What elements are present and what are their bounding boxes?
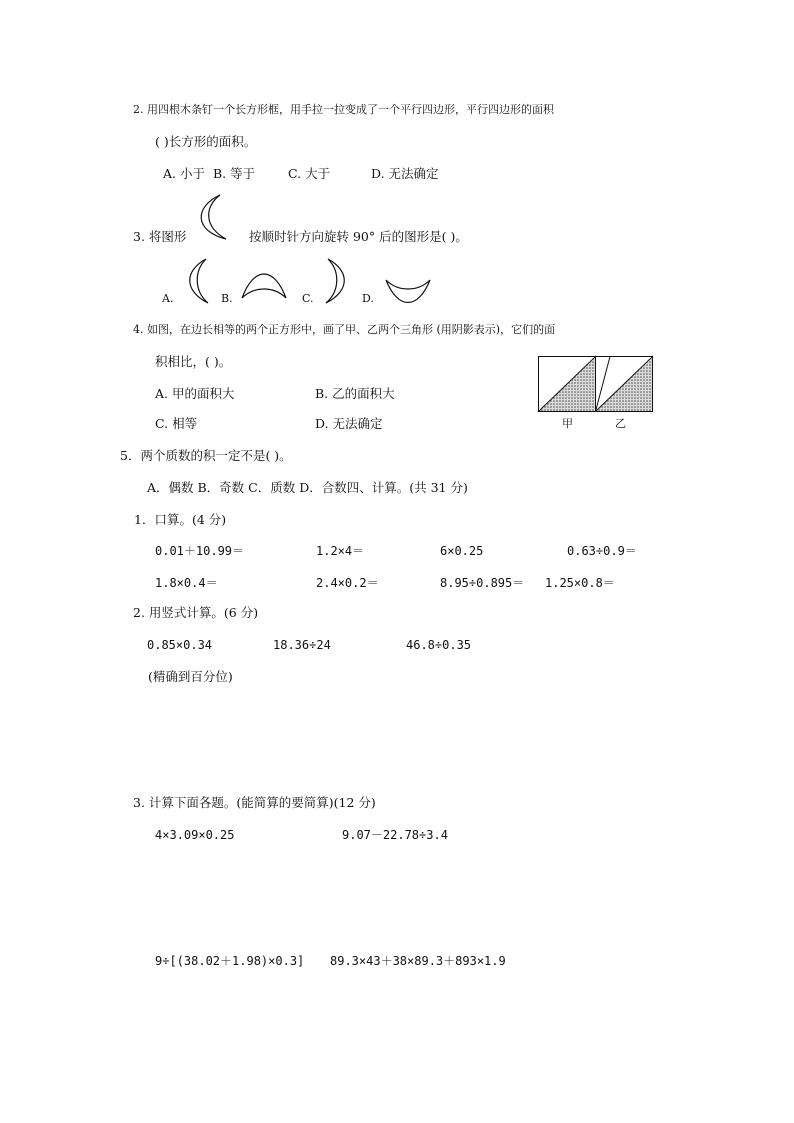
crescent-option-d-figure — [384, 276, 432, 306]
q3-text-prefix: 3. 将图形 — [133, 229, 187, 244]
calc-p2-item-2: 18.36÷24 — [273, 638, 331, 652]
squares-triangles-figure — [538, 355, 658, 415]
q4-option-a: A. 甲的面积大 — [155, 386, 235, 401]
crescent-option-c-figure — [320, 258, 350, 304]
calc-p1-title: 1．口算。(4 分) — [134, 512, 227, 527]
calc-p3-r1-c1: 4×3.09×0.25 — [155, 828, 235, 842]
calc-p2-item-3: 46.8÷0.35 — [406, 638, 472, 652]
calc-p1-r1-c3: 6×0.25 — [440, 544, 484, 558]
crescent-option-a-figure — [186, 258, 216, 304]
calc-p3-title: 3. 计算下面各题。(能简算的要简算)(12 分) — [133, 795, 376, 810]
calc-p2-title: 2. 用竖式计算。(6 分) — [133, 605, 259, 620]
q4-option-c: C. 相等 — [155, 416, 198, 431]
calc-p1-r1-c2: 1.2×4＝ — [316, 544, 365, 558]
q2-option-d: D. 无法确定 — [371, 166, 439, 181]
calc-p1-r2-c4: 1.25×0.8＝ — [545, 576, 615, 590]
calc-p1-r2-c3: 8.95÷0.895＝ — [440, 576, 525, 590]
q4-option-b: B. 乙的面积大 — [315, 386, 395, 401]
calc-p3-r1-c2: 9.07－22.78÷3.4 — [342, 828, 448, 842]
q3-option-d-label: D. — [362, 292, 374, 305]
figure-label-yi: 乙 — [615, 417, 626, 430]
calc-p3-r2-c2: 89.3×43＋38×89.3＋893×1.9 — [330, 954, 506, 968]
q3-option-c-label: C. — [302, 292, 314, 305]
q3-option-b-label: B. — [221, 292, 233, 305]
q3-option-a-label: A. — [162, 292, 174, 305]
calc-p2-item-1: 0.85×0.34 — [147, 638, 213, 652]
q5-options-line: A．偶数 B．奇数 C．质数 D．合数四、计算。(共 31 分) — [147, 480, 468, 495]
crescent-original-figure — [196, 193, 230, 241]
q2-option-a: A. 小于 — [163, 166, 205, 181]
calc-p1-r2-c2: 2.4×0.2＝ — [316, 576, 379, 590]
calc-p1-r2-c1: 1.8×0.4＝ — [155, 576, 218, 590]
q4-option-d: D. 无法确定 — [315, 416, 383, 431]
q2-option-b: B. 等于 — [213, 166, 256, 181]
q2-option-c: C. 大于 — [288, 166, 331, 181]
q4-text-line2: 积相比，( )。 — [155, 354, 232, 369]
q4-text-line1: 4. 如图，在边长相等的两个正方形中，画了甲、乙两个三角形 (用阴影表示)，它们的面 — [133, 323, 556, 336]
q2-text-line1: 2. 用四根木条钉一个长方形框，用手拉一拉变成了一个平行四边形，平行四边形的面积 — [133, 103, 554, 116]
calc-p1-r1-c4: 0.63÷0.9＝ — [567, 544, 637, 558]
q5-text-line1: 5．两个质数的积一定不是( )。 — [120, 448, 292, 463]
crescent-option-b-figure — [240, 272, 288, 302]
calc-p2-note: (精确到百分位) — [148, 669, 233, 684]
figure-label-jia: 甲 — [562, 417, 573, 430]
calc-p3-r2-c1: 9÷[(38.02＋1.98)×0.3] — [155, 954, 305, 968]
q3-text-suffix: 按顺时针方向旋转 90° 后的图形是( )。 — [249, 229, 468, 244]
calc-p1-r1-c1: 0.01＋10.99＝ — [155, 544, 245, 558]
q2-text-line2: ( )长方形的面积。 — [155, 134, 257, 149]
